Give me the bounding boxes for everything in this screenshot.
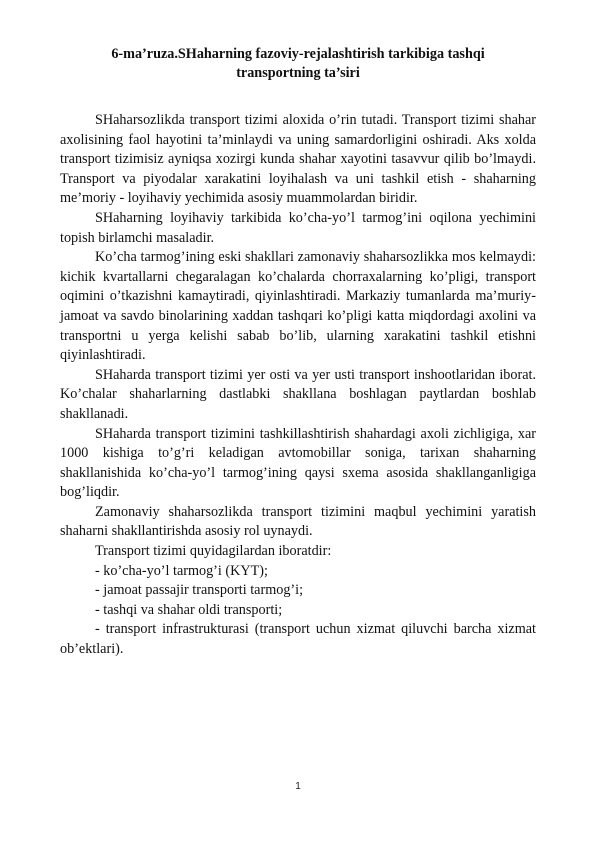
paragraph: Transport tizimi quyidagilardan iboratdir: xyxy=(95,543,332,560)
paragraph: SHaharda transport tizimini tashkillashtirish shahardagi axoli zichligiga, xar 1000 kishiga to’g’ri keladigan avtomobillar soniga, tarixan shaharning shakllanishida ko’cha-yo’l tarmog’ining qaysi sxema asosida shakllanganligiga bog’liqdir. xyxy=(60,425,536,501)
paragraph: SHaharsozlikda transport tizimi aloxida o’rin tutadi. Transport tizimi shahar axolisining faol hayotini ta’minlaydi va uning samardorligini oshiradi. Aks xolda transport tizimisiz ayniqsa xozirgi kunda shahar xayotini tasavvur qilib bo’lmaydi. Transport va piyodalar xarakatini loyihalash va uni tashkil etish - shaharning me’moriy - loyihaviy yechimida asosiy muammolardan biridir. xyxy=(60,112,536,207)
document-body xyxy=(60,111,536,660)
page-number: 1 xyxy=(295,781,301,792)
paragraph: SHaharda transport tizimi yer osti va yer usti transport inshootlaridan iborat. Ko’chalar shaharlarning dastlabki shakllana boshlagan paytlardan boshlab shakllanadi. xyxy=(60,366,536,422)
list-item: - tashqi va shahar oldi transporti; xyxy=(95,601,283,618)
paragraph: SHaharning loyihaviy tarkibida ko’cha-yo’l tarmog’ini oqilona yechimini topish birlamchi masaladir. xyxy=(60,209,536,246)
list-item: - jamoat passajir transporti tarmog’i; xyxy=(95,582,304,599)
title-line-2: transportning ta’siri xyxy=(236,65,360,81)
list-item: - transport infrastrukturasi (transport uchun xizmat qiluvchi barcha xizmat ob’ektlari). xyxy=(60,621,536,658)
paragraph: Ko’cha tarmog’ining eski shakllari zamonaviy shaharsozlikka mos kelmaydi: kichik kvartallarni chegaralagan ko’chalarda chorraxalarning ko’pligi, transport oqimini o’tkazishni kamaytiradi, qiyinlashtiradi. Markaziy tumanlarda ma’muriy-jamoat va savdo binolarining xaddan tashqari ko’pligi katta miqdordagi axolini va transportni u yerga kelishi sabab bo’lib, ularning xarakatini tashkil etishni qiyinlashtiradi. xyxy=(60,249,536,364)
title-line-1: 6-ma’ruza.SHaharning fazoviy-rejalashtirish tarkibiga tashqi xyxy=(111,46,485,62)
lecture-title xyxy=(60,45,536,83)
paragraph: Zamonaviy shaharsozlikda transport tizimini maqbul yechimini yaratish shaharni shakllantirishda asosiy rol uynaydi. xyxy=(60,503,536,540)
list-item: - ko’cha-yo’l tarmog’i (KYT); xyxy=(95,562,268,579)
